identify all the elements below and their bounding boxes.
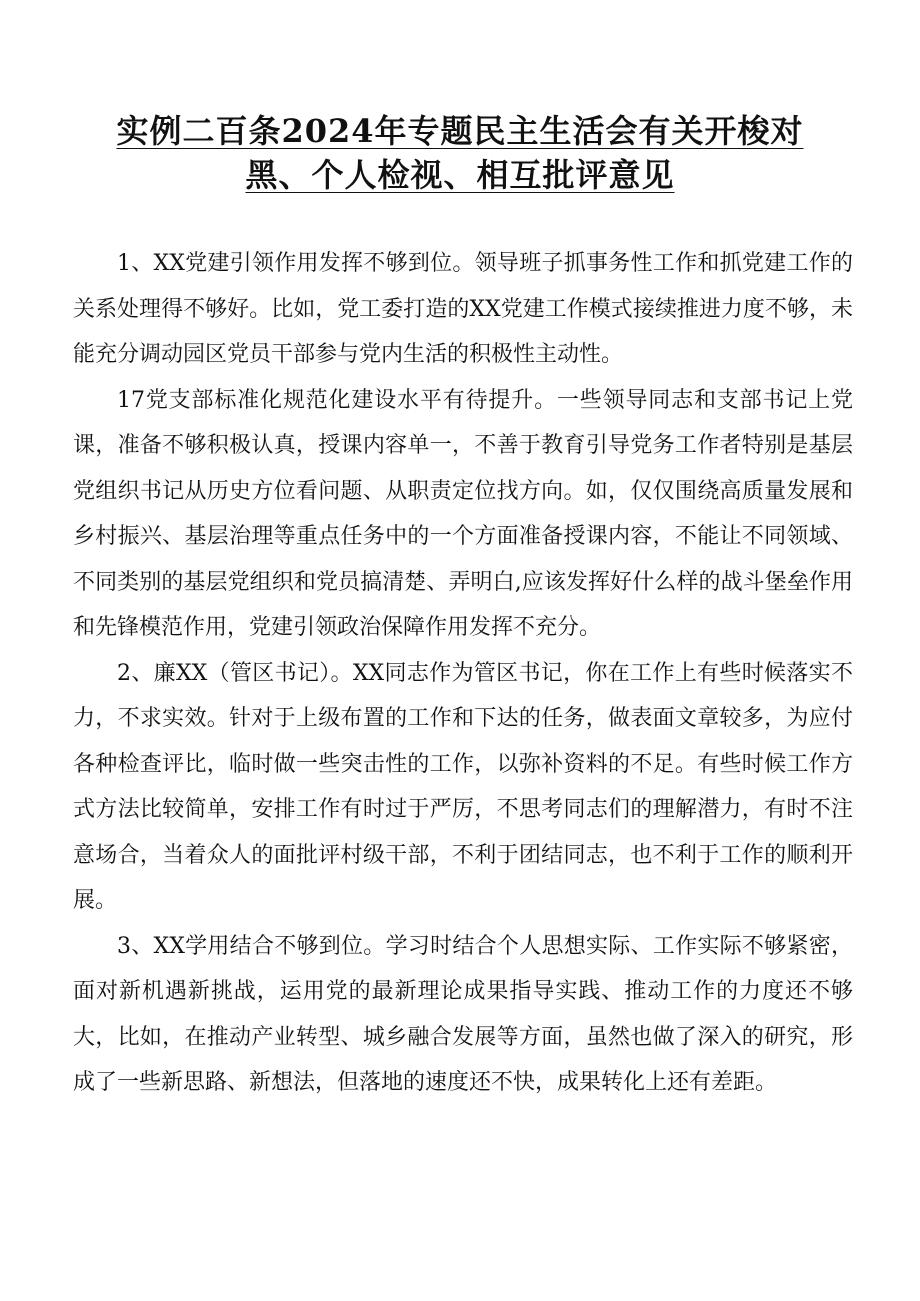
title-text-1: 实例二百条2024年专题民主生活会有关开梭对 — [116, 112, 804, 150]
title-text-2: 黑、个人检视、相互批评意见 — [245, 156, 675, 194]
document-body — [73, 241, 853, 1106]
paragraph-3: 2、廉XX（管区书记）。XX同志作为管区书记，你在工作上有些时候落实不力，不求实效。针对于上级布置的工作和下达的任务，做表面文章较多，为应付各种检查评比，临时做一些突击性的工作，以弥补资料的不足。有些时候工作方式方法比较简单，安排工作有时过于严厉，不思考同志们的理解潜力，有时不注意场合，当着众人的面批评村级干部，不利于团结同志，也不利于工作的顺利开展。 — [73, 660, 853, 913]
paragraph-4: 3、XX学用结合不够到位。学习时结合个人思想实际、工作实际不够紧密，面对新机遇新挑战，运用党的最新理论成果指导实践、推动工作的力度还不够大，比如，在推动产业转型、城乡融合发展等方面，虽然也做了深入的研究，形成了一些新思路、新想法，但落地的速度还不快，成果转化上还有差距。 — [73, 933, 853, 1095]
paragraph-1: 1、XX党建引领作用发挥不够到位。领导班子抓事务性工作和抓党建工作的关系处理得不够好。比如，党工委打造的XX党建工作模式接续推进力度不够，未能充分调动园区党员干部参与党内生活的积极性主动性。 — [73, 251, 853, 367]
document-title-line-2 — [60, 153, 860, 197]
paragraph-2: 17党支部标准化规范化建设水平有待提升。一些领导同志和支部书记上党课，准备不够积极认真，授课内容单一，不善于教育引导党务工作者特别是基层党组织书记从历史方位看问题、从职责定位找方向。如，仅仅围绕高质量发展和乡村振兴、基层治理等重点任务中的一个方面准备授课内容，不能让不同领域、不同类别的基层党组织和党员搞清楚、弄明白,应该发挥好什么样的战斗堡垒作用和先锋模范作用，党建引领政治保障作用发挥不充分。 — [73, 387, 853, 640]
document-title-line-1 — [60, 109, 860, 153]
